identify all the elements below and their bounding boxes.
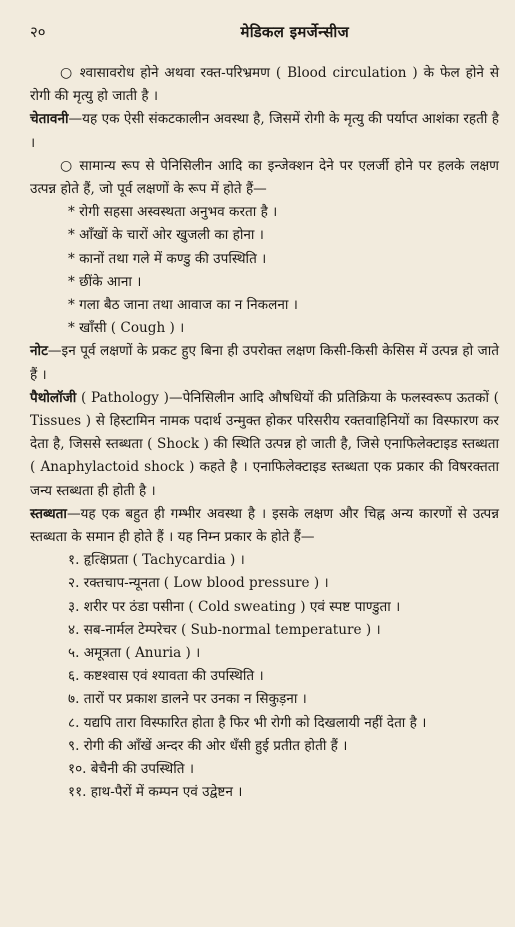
list-item: * गला बैठ जाना तथा आवाज का न निकलना । bbox=[68, 297, 298, 314]
list-item: ३. शरीर पर ठंडा पसीना ( Cold sweating ) एवं स्पष्ट पाण्डुता । bbox=[68, 598, 401, 615]
circle-bullet-icon: ○ bbox=[60, 157, 74, 174]
note-term: नोट bbox=[30, 343, 48, 360]
list-item: ९. रोगी की आँखें अन्दर की ओर धँसी हुई प्रतीत होती हैं । bbox=[68, 737, 348, 754]
pathology-paragraph bbox=[30, 387, 499, 503]
paragraph-allergy bbox=[30, 155, 499, 201]
list-item: ६. कष्टश्वास एवं श्यावता की उपस्थिति । bbox=[68, 668, 264, 685]
list-item: ४. सब-नार्मल टेम्परेचर ( Sub-normal temperature ) । bbox=[68, 621, 381, 638]
paragraph-text: सामान्य रूप से पेनिसिलीन आदि का इन्जेक्शन देने पर एलर्जी होने पर हलके लक्षण उत्पन्न होते हैं, जो पूर्व लक्षणों के रूप में होते हैं— bbox=[30, 157, 499, 198]
list-item: * खाँसी ( Cough ) । bbox=[68, 320, 185, 337]
list-item: २. रक्तचाप-न्यूनता ( Low blood pressure ) । bbox=[68, 575, 329, 592]
list-item: १०. बेचैनी की उपस्थिति । bbox=[68, 761, 194, 778]
warning-term: चेतावनी bbox=[30, 111, 69, 128]
list-item: ८. यद्यपि तारा विस्फारित होता है फिर भी रोगी को दिखलायी नहीं देता है । bbox=[68, 714, 427, 731]
list-item: * छींके आना । bbox=[68, 273, 142, 290]
circle-bullet-icon: ○ bbox=[60, 65, 74, 81]
note-text: —इन पूर्व लक्षणों के प्रकट हुए बिना ही उपरोक्त लक्षण किसी-किसी केसिस में उत्पन्न हो जाते हैं । bbox=[30, 343, 499, 383]
list-item: * कानों तथा गले में कण्डु की उपस्थिति । bbox=[68, 250, 267, 267]
paragraph-text: श्वासावरोध होने अथवा रक्त-परिभ्रमण ( Blood circulation ) के फेल होने से रोगी की मृत्यु हो जाती है । bbox=[30, 65, 500, 105]
page-number: २० bbox=[30, 23, 46, 41]
paragraph-circulation bbox=[30, 62, 499, 108]
warning-text: —यह एक ऐसी संकटकालीन अवस्था है, जिसमें रोगी के मृत्यु की पर्याप्त आशंका रहती है । bbox=[30, 111, 499, 151]
list-item: ७. तारों पर प्रकाश डालने पर उनका न सिकुड़ना । bbox=[68, 691, 307, 708]
running-title: मेडिकल इमर्जेन्सीज bbox=[240, 23, 349, 41]
list-item: * रोगी सहसा अस्वस्थता अनुभव करता है । bbox=[68, 204, 278, 221]
shock-paragraph bbox=[30, 503, 499, 549]
pathology-text: ( Pathology )—पेनिसिलीन आदि औषधियों की प्रतिक्रिया के फलस्वरूप ऊतकों ( Tissues ) से हिस्टामिन नामक पदार्थ उन्मुक्त होकर परिसरीय रक्तवाहिनियों का विस्फारण कर देता है, जिससे स्तब्धता ( Shock ) की स्थिति उत्पन्न हो जाती है, जिसे एनाफिलेक्टाइड स्तब्धता ( Anaphylactoid shock ) कहते है । एनाफिलेक्टाइड स्तब्धता एक प्रकार की विषरक्तता जन्य स्तब्धता ही होती है । bbox=[30, 389, 499, 499]
list-item: ५. अमूत्रता ( Anuria ) । bbox=[68, 645, 201, 662]
list-item: ११. हाथ-पैरों में कम्पन एवं उद्वेष्टन । bbox=[68, 784, 243, 801]
shock-text: —यह एक बहुत ही गम्भीर अवस्था है । इसके लक्षण और चिह्न अन्य कारणों से उत्पन्न स्तब्धता के समान ही होते हैं । यह निम्न प्रकार के होते हैं— bbox=[30, 505, 499, 546]
pathology-term: पैथोलॉजी bbox=[30, 389, 77, 406]
list-item: १. हृत्क्षिप्रता ( Tachycardia ) । bbox=[68, 552, 245, 569]
shock-term: स्तब्धता bbox=[30, 505, 67, 522]
list-item: * आँखों के चारों ओर खुजली का होना । bbox=[68, 227, 264, 244]
symptom-list bbox=[30, 201, 499, 340]
note-paragraph bbox=[30, 340, 499, 386]
warning-paragraph bbox=[30, 108, 499, 154]
page-header bbox=[30, 22, 499, 42]
numbered-list bbox=[30, 549, 499, 804]
